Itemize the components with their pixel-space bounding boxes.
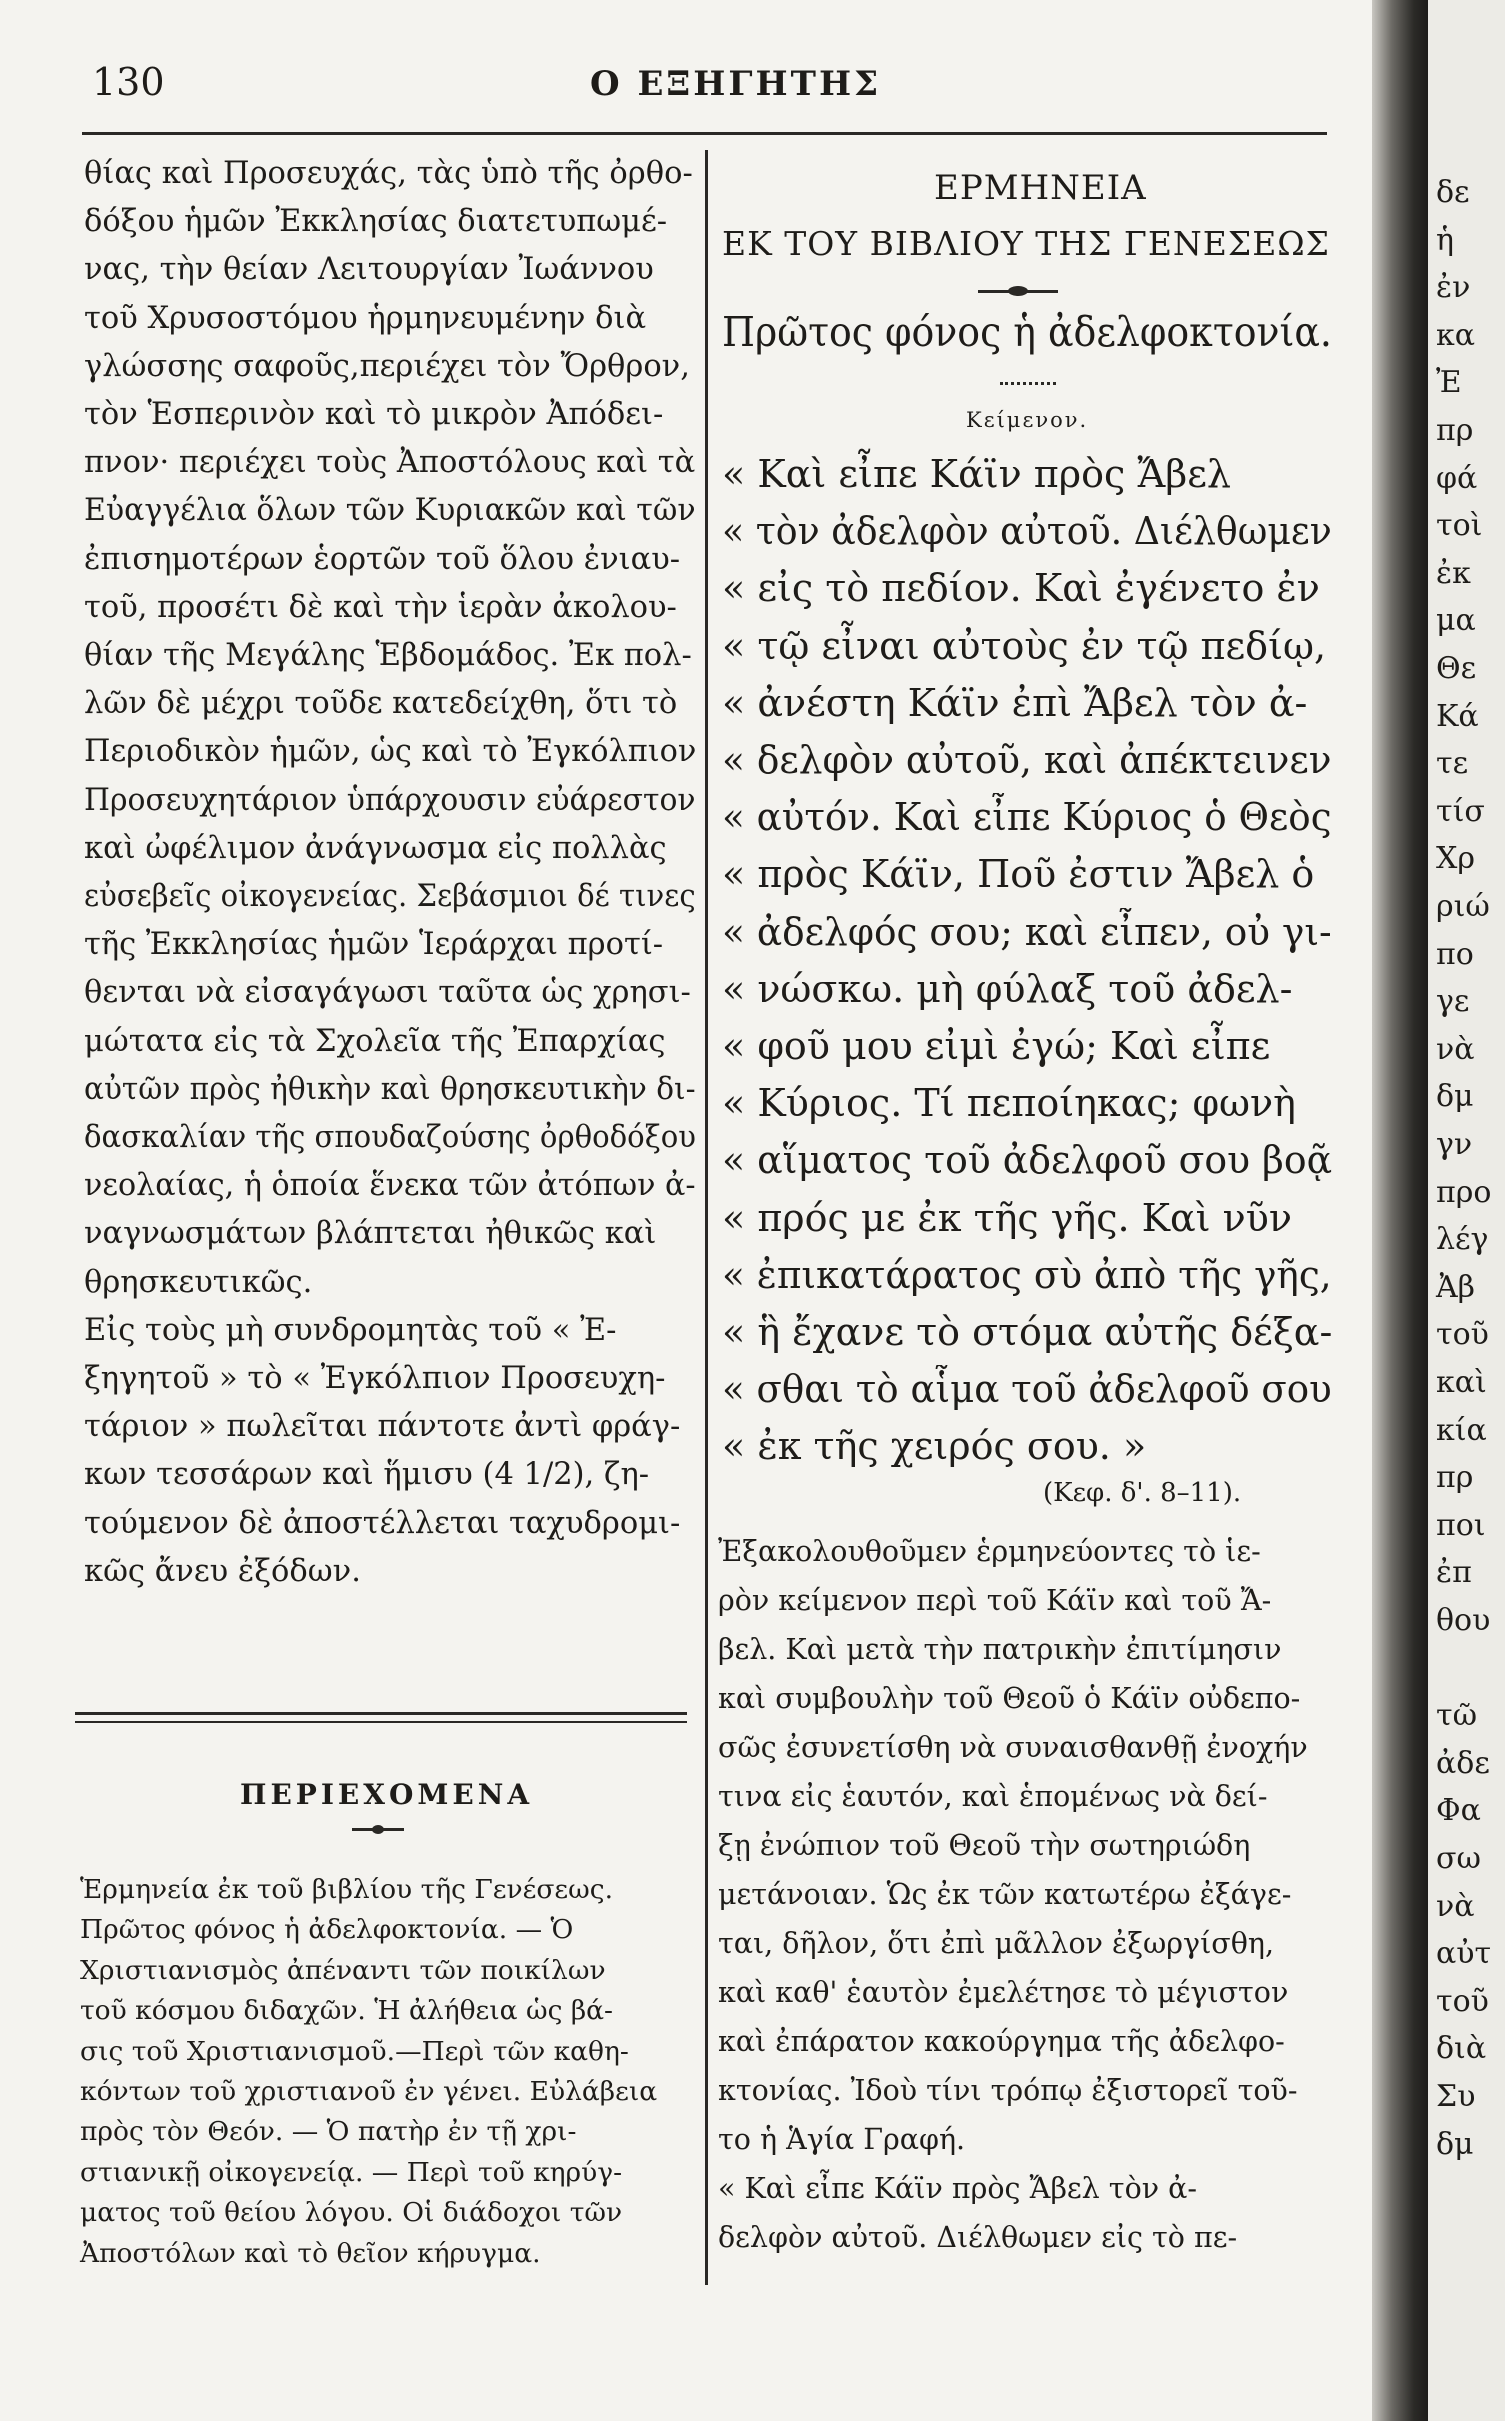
next-page-fragment: πρ — [1436, 413, 1474, 448]
next-page-fragment: καὶ — [1436, 1365, 1487, 1400]
double-rule-bottom — [75, 1721, 687, 1723]
text-line: κων τεσσάρων καὶ ἥμισυ (4 1/2), ζη- — [84, 1457, 650, 1493]
next-page-fragment: Συ — [1436, 2079, 1476, 2114]
contents-title: ΠΕΡΙΕΧΟΜΕΝΑ — [240, 1778, 534, 1811]
text-line: το ἡ Ἁγία Γραφή. — [718, 2123, 966, 2156]
contents-line: Ἑρμηνεία ἐκ τοῦ βιβλίου τῆς Γενέσεως. — [80, 1874, 614, 1905]
text-line: θίαν τῆς Μεγάλης Ἑβδομάδος. Ἐκ πολ- — [84, 638, 692, 674]
page-number: 130 — [92, 60, 165, 104]
next-page-fragment: Φα — [1436, 1793, 1481, 1829]
next-page-fragment: ἐπ — [1436, 1555, 1472, 1591]
verse-line: « πρὸς Κάϊν, Ποῦ ἐστιν Ἄβελ ὁ — [722, 852, 1315, 897]
next-page-fragment: γε — [1436, 984, 1470, 1020]
text-line: δόξου ἡμῶν Ἐκκλησίας διατετυπωμέ- — [84, 204, 668, 240]
text-line: ται, δῆλον, ὅτι ἐπὶ μᾶλλον ἐξωργίσθη, — [718, 1927, 1275, 1960]
text-line: τὸν Ἑσπερινὸν καὶ τὸ μικρὸν Ἀπόδει- — [84, 397, 664, 433]
text-line: Ἐξακολουθοῦμεν ἑρμηνεύοντες τὸ ἱε- — [718, 1535, 1261, 1568]
text-line: Περιοδικὸν ἡμῶν, ὡς καὶ τὸ Ἐγκόλπιον — [84, 734, 697, 770]
text-line: νεολαίας, ἡ ὁποία ἕνεκα τῶν ἀτόπων ἀ- — [84, 1168, 696, 1204]
verse-line: « δελφὸν αὐτοῦ, καὶ ἀπέκτεινεν — [722, 738, 1332, 783]
contents-line: στιανικῇ οἰκογενείᾳ. — Περὶ τοῦ κηρύγ- — [80, 2156, 623, 2188]
contents-ornament — [352, 1828, 404, 1831]
verse-line: « ἀνέστη Κάϊν ἐπὶ Ἄβελ τὸν ἀ- — [722, 680, 1308, 725]
contents-line: τοῦ κόσμου διδαχῶν. Ἡ ἀλήθεια ὡς βά- — [80, 1995, 614, 2027]
verse-line: « ἐκ τῆς χειρός σου. » — [722, 1424, 1147, 1469]
verse-line: « τῷ εἶναι αὐτοὺς ἐν τῷ πεδίῳ, — [722, 623, 1327, 668]
text-line: νας, τὴν θείαν Λειτουργίαν Ἰωάννου — [84, 252, 654, 288]
next-page-fragment: αὐτ — [1436, 1936, 1492, 1972]
next-page-fragment: λέγ — [1436, 1222, 1489, 1258]
text-line: ναγνωσμάτων βλάπτεται ἠθικῶς καὶ — [84, 1216, 657, 1252]
section-ornament — [978, 290, 1058, 293]
next-page-fragment: νὰ — [1436, 1888, 1475, 1924]
next-page-fragment: ἐν — [1436, 270, 1471, 306]
next-page-fragment: Ἐ — [1436, 365, 1462, 401]
verse-line: « Κύριος. Τί πεποίηκας; φωνὴ — [722, 1081, 1296, 1126]
contents-line: Πρῶτος φόνος ἡ ἀδελφοκτονία. — Ὁ — [80, 1914, 574, 1946]
text-line: πνον· περιέχει τοὺς Ἀποστόλους καὶ τὰ — [84, 445, 696, 481]
next-page-fragment: κία — [1436, 1412, 1487, 1448]
next-page-fragment: τοῦ — [1436, 1317, 1489, 1353]
text-line: τάριον » πωλεῖται πάντοτε ἀντὶ φράγ- — [84, 1409, 681, 1445]
text-line: θίας καὶ Προσευχάς, τὰς ὑπὸ τῆς ὀρθο- — [84, 156, 693, 191]
next-page-fragment: διὰ — [1436, 2031, 1487, 2067]
text-line: δελφὸν αὐτοῦ. Διέλθωμεν εἰς τὸ πε- — [718, 2221, 1238, 2254]
contents-list — [80, 1870, 657, 2274]
next-page-fragment: γν — [1436, 1127, 1473, 1162]
text-line: καὶ συμβουλὴν τοῦ Θεοῦ ὁ Κάϊν οὐδεπο- — [718, 1682, 1301, 1715]
section-title: ΕΡΜΗΝΕΙΑ — [934, 168, 1147, 208]
next-page-fragment: δε — [1436, 175, 1470, 210]
text-line: τούμενον δὲ ἀποστέλλεται ταχυδρομι- — [84, 1505, 681, 1541]
text-line: αὐτῶν πρὸς ἠθικὴν καὶ θρησκευτικὴν δι- — [84, 1071, 696, 1107]
next-page-fragment: μα — [1436, 603, 1476, 639]
next-page-fragment: δμ — [1436, 1079, 1474, 1115]
verse-line: « σθαι τὸ αἷμα τοῦ ἀδελφοῦ σου — [722, 1367, 1332, 1412]
next-page-fragment: Θε — [1436, 651, 1477, 686]
next-page-fragment: ριώ — [1436, 889, 1490, 924]
next-page-fragment: σω — [1436, 1841, 1481, 1876]
text-line: μώτατα εἰς τὰ Σχολεῖα τῆς Ἐπαρχίας — [84, 1023, 666, 1059]
next-page-fragment: ἐκ — [1436, 555, 1471, 591]
scripture-quote — [722, 446, 1361, 1476]
text-line: τινα εἰς ἑαυτόν, καὶ ἑπομένως νὰ δεί- — [718, 1780, 1268, 1813]
text-line: μετάνοιαν. Ὡς ἐκ τῶν κατωτέρω ἐξάγε- — [718, 1878, 1292, 1911]
next-page-fragment: ἡ — [1436, 222, 1454, 258]
next-page-fragment: ποι — [1436, 1507, 1486, 1543]
next-page-fragment: τῶ — [1436, 1698, 1478, 1734]
section-subtitle: ΕΚ ΤΟΥ ΒΙΒΛΙΟΥ ΤΗΣ ΓΕΝΕΣΕΩΣ — [722, 224, 1330, 263]
verse-line: « νώσκω. μὴ φύλαξ τοῦ ἀδελ- — [722, 966, 1293, 1011]
text-line: Εἰς τοὺς μὴ συνδρομητὰς τοῦ « Ἐ- — [84, 1312, 617, 1348]
text-line: ρὸν κείμενον περὶ τοῦ Κάϊν καὶ τοῦ Ἄ- — [718, 1584, 1272, 1617]
article-heading: Πρῶτος φόνος ἡ ἀδελφοκτονία. — [722, 308, 1332, 356]
verse-line: « πρός με ἐκ τῆς γῆς. Καὶ νῦν — [722, 1195, 1292, 1240]
next-page-fragment: κα — [1436, 317, 1476, 353]
verse-line: « φοῦ μου εἰμὶ ἐγώ; Καὶ εἶπε — [722, 1024, 1271, 1069]
header-rule — [82, 132, 1327, 135]
text-label: Κείμενον. — [966, 408, 1089, 432]
verse-line: « αἵματος τοῦ ἀδελφοῦ σου βοᾷ — [722, 1138, 1333, 1183]
left-column-text — [84, 150, 725, 1596]
text-line: γλώσσης σαφοῦς,περιέχει τὸν Ὄρθρον, — [84, 348, 690, 384]
text-line: « Καὶ εἶπε Κάϊν πρὸς Ἄβελ τὸν ἀ- — [718, 2172, 1197, 2205]
text-line: καὶ ὠφέλιμον ἀνάγνωσμα εἰς πολλὰς — [84, 830, 667, 866]
running-title: Ο ΕΞΗΓΗΤΗΣ — [590, 64, 882, 104]
next-page-fragment: νὰ — [1436, 1031, 1475, 1067]
text-line: βελ. Καὶ μετὰ τὴν πατρικὴν ἐπιτίμησιν — [718, 1633, 1282, 1666]
verse-line: « ἣ ἔχανε τὸ στόμα αὐτῆς δέξα- — [722, 1310, 1333, 1355]
next-page-fragment: προ — [1436, 1174, 1492, 1210]
contents-line: πρὸς τὸν Θεόν. — Ὁ πατὴρ ἐν τῇ χρι- — [80, 2116, 577, 2148]
next-page-fragment: Κά — [1436, 698, 1479, 734]
text-line: ξῃ ἐνώπιον τοῦ Θεοῦ τὴν σωτηριώδη — [718, 1829, 1251, 1862]
text-line: λῶν δὲ μέχρι τοῦδε κατεδείχθη, ὅτι τὸ — [84, 686, 678, 722]
next-page-fragment: θου — [1436, 1603, 1491, 1638]
contents-line: Χριστιανισμὸς ἀπέναντι τῶν ποικίλων — [80, 1954, 606, 1986]
commentary-text — [718, 1527, 1308, 2262]
text-line: τῆς Ἐκκλησίας ἡμῶν Ἱεράρχαι προτί- — [84, 927, 664, 963]
next-page-fragment: ἀδε — [1436, 1745, 1490, 1781]
next-page-fragment: τίσ — [1436, 793, 1485, 829]
text-line: κτονίας. Ἰδοὺ τίνι τρόπῳ ἐξιστορεῖ τοῦ- — [718, 2074, 1298, 2107]
text-line: Εὐαγγέλια ὅλων τῶν Κυριακῶν καὶ τῶν — [84, 493, 696, 529]
contents-line: ματος τοῦ θείου λόγου. Οἱ διάδοχοι τῶν — [80, 2197, 623, 2229]
verse-line: « εἰς τὸ πεδίον. Καὶ ἐγένετο ἐν — [722, 566, 1320, 611]
text-line: τοῦ Χρυσοστόμου ἡρμηνευμένην διὰ — [84, 300, 647, 336]
next-page-fragment: πρ — [1436, 1460, 1474, 1496]
next-page-fragment: Χρ — [1436, 841, 1475, 877]
text-line: θρησκευτικῶς. — [84, 1264, 313, 1300]
double-rule-top — [75, 1712, 687, 1715]
text-line: σῶς ἐσυνετίσθη νὰ συναισθανθῇ ἐνοχήν — [718, 1731, 1308, 1764]
text-line: δασκαλίαν τῆς σπουδαζούσης ὀρθοδόξου — [84, 1120, 696, 1156]
text-line: ἐπισημοτέρων ἑορτῶν τοῦ ὅλου ἐνιαυ- — [84, 541, 681, 577]
text-line: εὐσεβεῖς οἰκογενείας. Σεβάσμιοι δέ τινες — [84, 879, 696, 915]
verse-reference: (Κεφ. δ'. 8–11). — [1043, 1478, 1242, 1508]
text-line: Προσευχητάριον ὑπάρχουσιν εὐάρεστον — [84, 782, 696, 818]
verse-line: « αὐτόν. Καὶ εἶπε Κύριος ὁ Θεὸς — [722, 795, 1332, 840]
text-line: ξηγητοῦ » τὸ « Ἐγκόλπιον Προσευχη- — [84, 1361, 666, 1397]
text-line: καὶ ἐπάρατον κακούργημα τῆς ἀδελφο- — [718, 2025, 1285, 2058]
text-line: κῶς ἄνευ ἐξόδων. — [84, 1553, 361, 1589]
book-gutter — [1372, 0, 1428, 2421]
verse-line: « τὸν ἀδελφὸν αὐτοῦ. Διέλθωμεν — [722, 509, 1332, 554]
next-page-fragment: τοῦ — [1436, 1983, 1489, 2019]
next-page-fragment: πο — [1436, 936, 1474, 972]
text-line: θενται νὰ εἰσαγάγωσι ταῦτα ὡς χρησι- — [84, 975, 691, 1011]
next-page-fragment: δμ — [1436, 2126, 1474, 2162]
next-page-fragment: τε — [1436, 746, 1469, 782]
contents-line: Ἀποστόλων καὶ τὸ θεῖον κήρυγμα. — [80, 2237, 541, 2269]
next-page-edge — [1428, 0, 1505, 2421]
text-line: τοῦ, προσέτι δὲ καὶ τὴν ἱερὰν ἀκολου- — [84, 589, 677, 625]
next-page-fragment: τοὶ — [1436, 508, 1483, 544]
verse-line: « ἀδελφός σου; καὶ εἶπεν, οὐ γι- — [722, 909, 1332, 954]
verse-line: « ἐπικατάρατος σὺ ἀπὸ τῆς γῆς, — [722, 1252, 1332, 1297]
heading-ornament — [1000, 382, 1056, 385]
contents-line: κόντων τοῦ χριστιανοῦ ἐν γένει. Εὐλάβεια — [80, 2076, 658, 2108]
next-page-fragment: φά — [1436, 460, 1478, 496]
text-line: καὶ καθ' ἑαυτὸν ἐμελέτησε τὸ μέγιστον — [718, 1976, 1289, 2009]
verse-line: « Καὶ εἶπε Κάϊν πρὸς Ἄβελ — [722, 452, 1231, 496]
contents-line: σις τοῦ Χριστιανισμοῦ.—Περὶ τῶν καθη- — [80, 2035, 629, 2067]
next-page-fragment: Ἀβ — [1436, 1269, 1476, 1305]
